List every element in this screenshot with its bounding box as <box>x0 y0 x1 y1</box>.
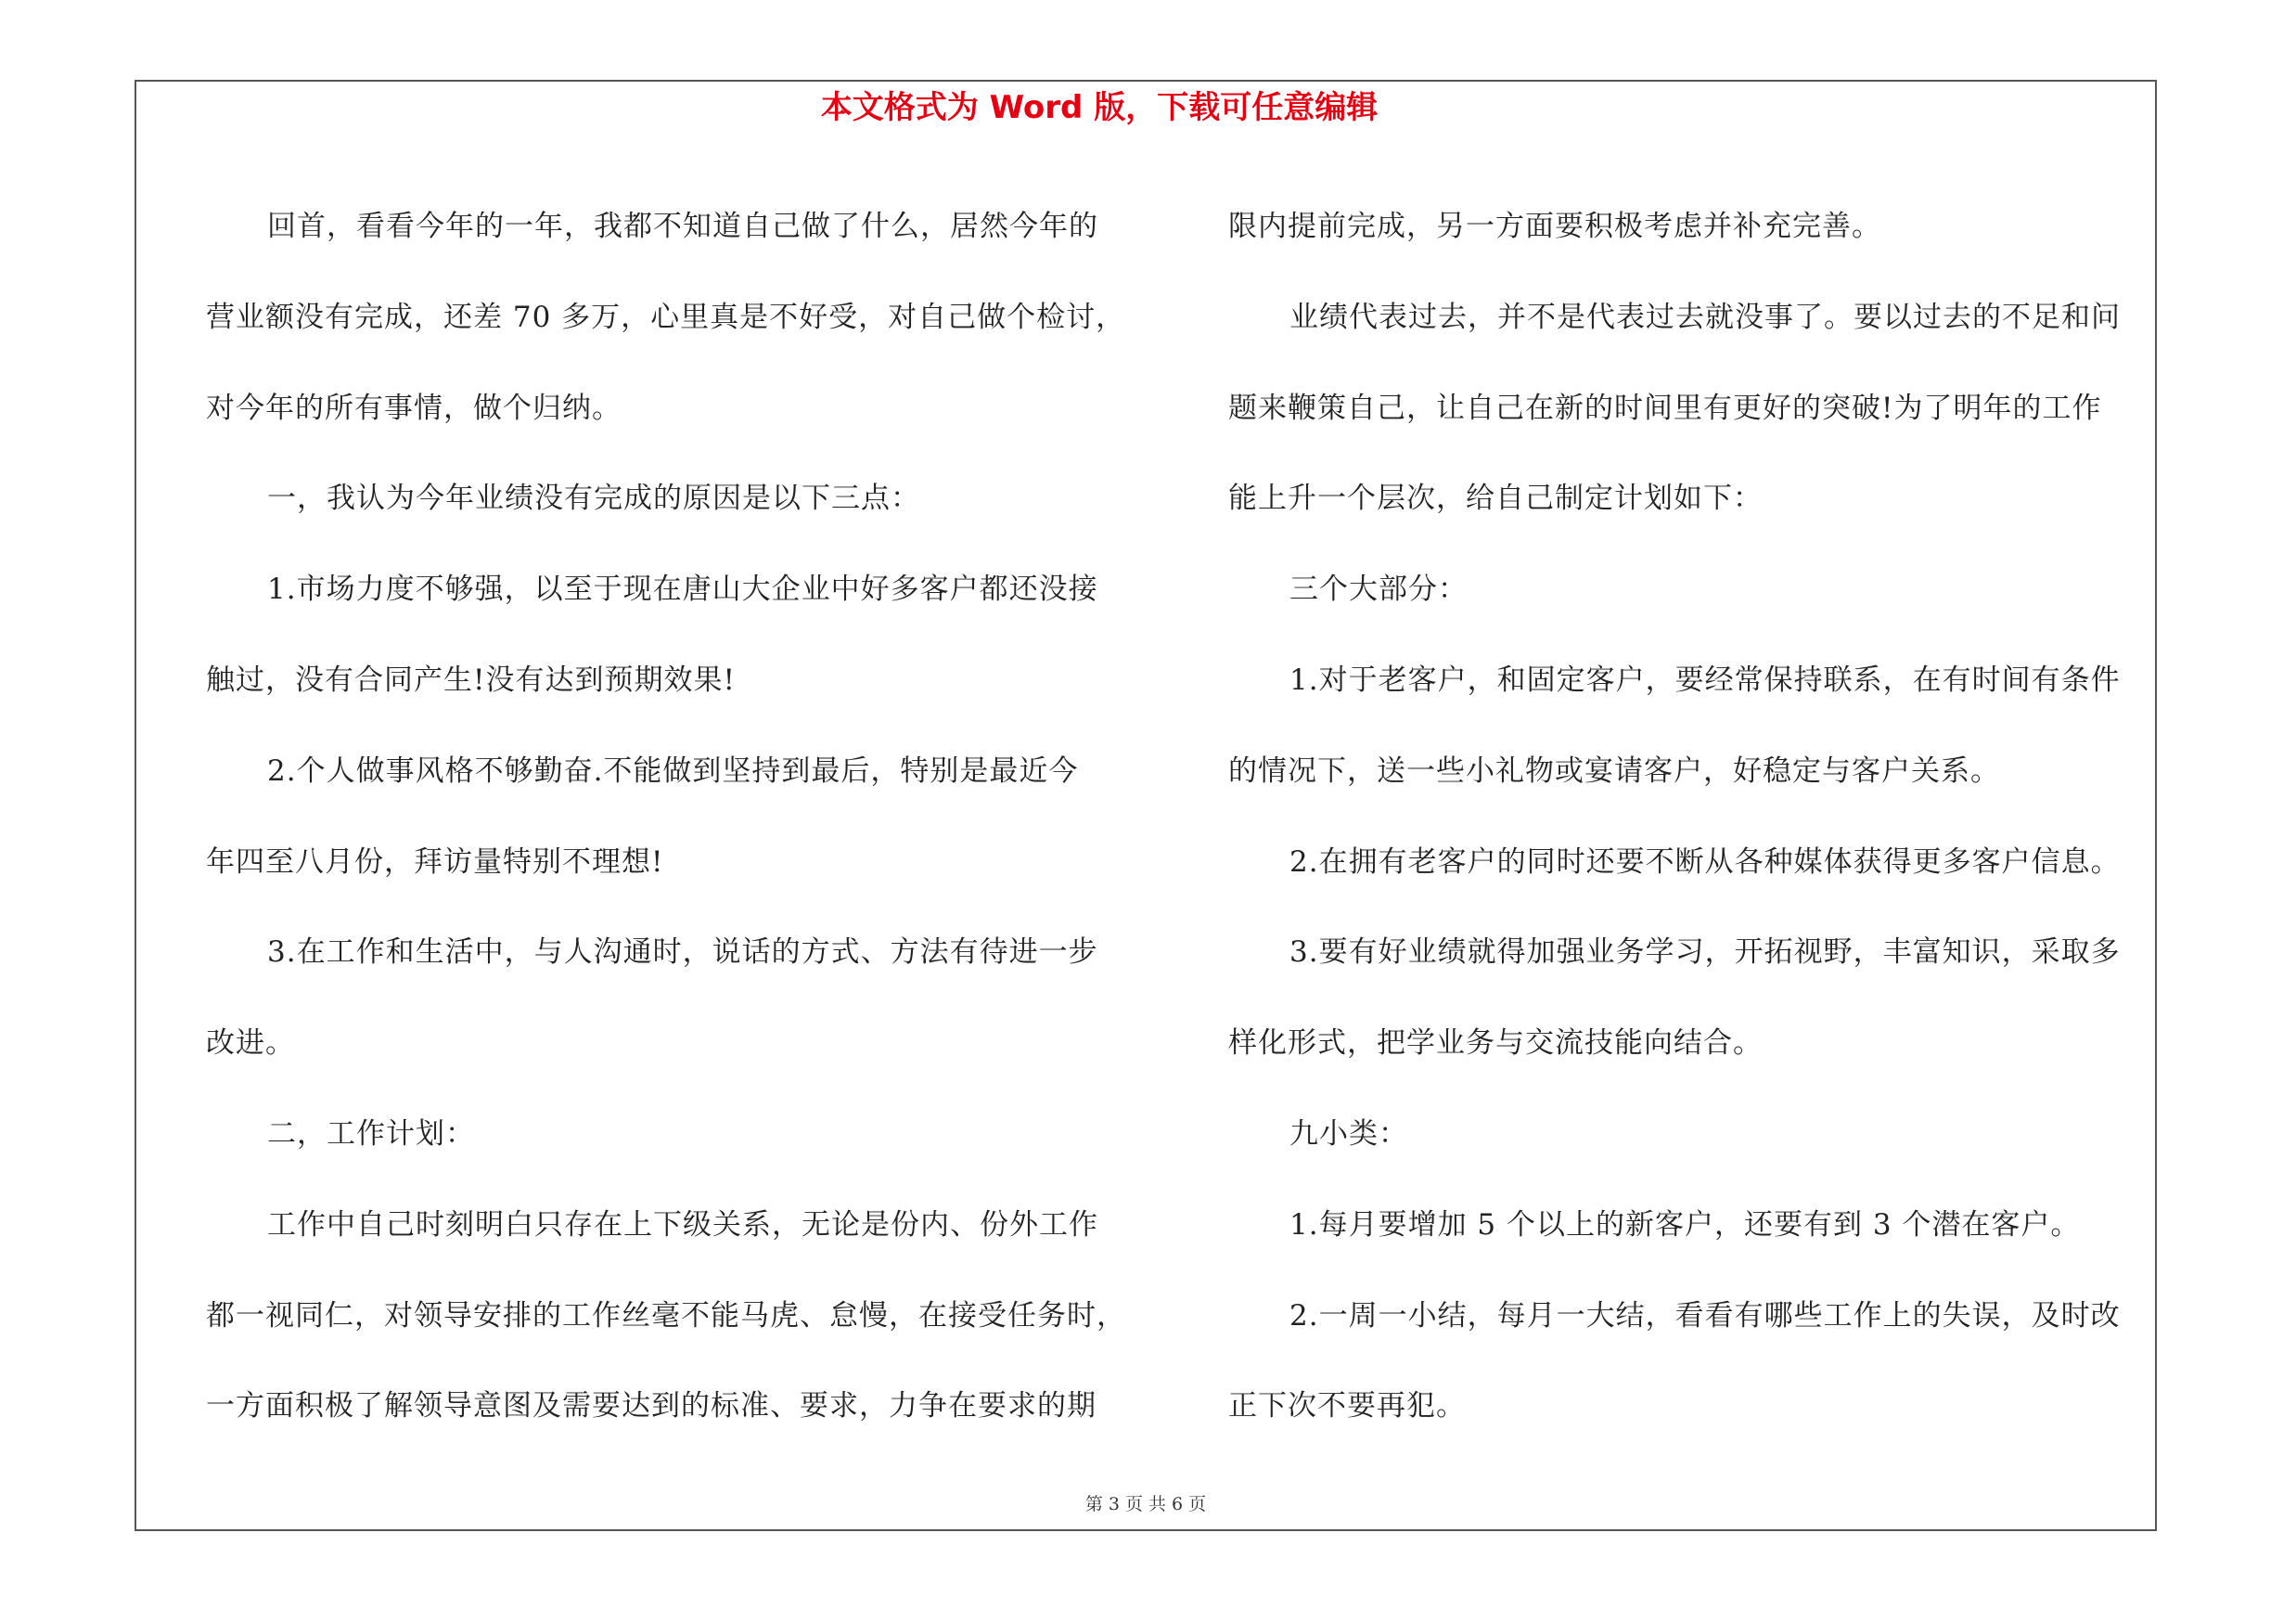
text-line: 改进。 <box>206 1026 295 1061</box>
section-heading: 二，工作计划： <box>267 1116 475 1151</box>
text-line: 1.每月要增加 5 个以上的新客户，还要有到 3 个潜在客户。 <box>1289 1207 2081 1242</box>
text-line: 3.在工作和生活中，与人沟通时，说话的方式、方法有待进一步 <box>267 935 1098 970</box>
text-line: 1.市场力度不够强，以至于现在唐山大企业中好多客户都还没接 <box>267 573 1098 607</box>
text-line: 营业额没有完成，还差 70 多万，心里真是不好受，对自己做个检讨， <box>206 300 1126 334</box>
right-column <box>1228 182 2165 1452</box>
text-line: 限内提前完成，另一方面要积极考虑并补充完善。 <box>1228 210 1881 243</box>
text-line: 回首，看看今年的一年，我都不知道自己做了什么，居然今年的 <box>267 210 1098 243</box>
page-number-footer: 第 3 页 共 6 页 <box>1084 1494 1207 1514</box>
text-line: 都一视同仁，对领导安排的工作丝毫不能马虎、怠慢，在接受任务时， <box>206 1298 1126 1333</box>
text-line: 2.在拥有老客户的同时还要不断从各种媒体获得更多客户信息。 <box>1289 844 2121 879</box>
text-line: 3.要有好业绩就得加强业务学习，开拓视野，丰富知识，采取多 <box>1289 935 2121 970</box>
section-heading: 三个大部分： <box>1289 573 1468 607</box>
section-heading: 九小类： <box>1289 1116 1408 1151</box>
text-line: 对今年的所有事情，做个归纳。 <box>206 391 622 425</box>
text-line: 样化形式，把学业务与交流技能向结合。 <box>1228 1026 1763 1061</box>
text-line: 触过，没有合同产生!没有达到预期效果! <box>206 663 736 697</box>
text-line: 的情况下，送一些小礼物或宴请客户，好稳定与客户关系。 <box>1228 754 2000 788</box>
section-heading: 一，我认为今年业绩没有完成的原因是以下三点： <box>267 482 920 516</box>
text-line: 1.对于老客户，和固定客户，要经常保持联系，在有时间有条件 <box>1289 663 2121 697</box>
text-line: 题来鞭策自己，让自己在新的时间里有更好的突破!为了明年的工作 <box>1228 391 2102 425</box>
text-line: 正下次不要再犯。 <box>1228 1389 1466 1423</box>
text-line: 能上升一个层次，给自己制定计划如下： <box>1228 482 1763 516</box>
text-line: 工作中自己时刻明白只存在上下级关系，无论是份内、份外工作 <box>267 1207 1098 1242</box>
text-line: 2.一周一小结，每月一大结，看看有哪些工作上的失误，及时改 <box>1289 1298 2121 1333</box>
word-format-banner: 本文格式为 Word 版，下载可任意编辑 <box>820 89 1379 126</box>
text-line: 业绩代表过去，并不是代表过去就没事了。要以过去的不足和问 <box>1289 300 2121 334</box>
text-line: 一方面积极了解领导意图及需要达到的标准、要求，力争在要求的期 <box>206 1389 1097 1423</box>
text-line: 年四至八月份，拜访量特别不理想! <box>206 844 664 879</box>
left-column <box>206 182 1134 1452</box>
text-line: 2.个人做事风格不够勤奋.不能做到坚持到最后，特别是最近今 <box>267 754 1079 788</box>
